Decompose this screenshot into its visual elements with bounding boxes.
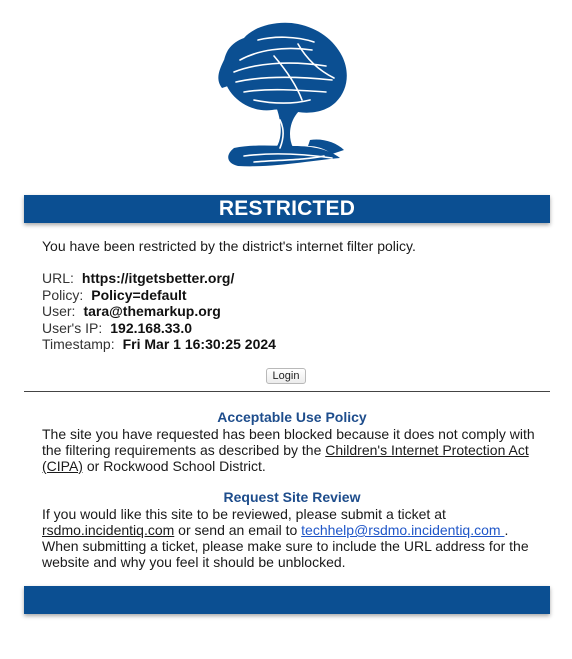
detail-label: Policy: [42, 286, 84, 303]
aup-heading: Acceptable Use Policy [217, 409, 367, 425]
review-section [42, 489, 542, 570]
detail-label: User's IP: [42, 319, 103, 336]
detail-value: https://itgetsbetter.org/ [81, 270, 235, 286]
block-details [42, 270, 276, 353]
review-text-before: If you would like this site to be reviewed, please submit a ticket at [42, 506, 446, 522]
tree-logo-icon [214, 20, 352, 172]
detail-user [42, 303, 276, 320]
section-divider [24, 391, 550, 392]
banner-title: RESTRICTED [218, 197, 356, 220]
detail-url [42, 270, 276, 287]
detail-policy [42, 287, 276, 304]
detail-timestamp [42, 336, 276, 353]
aup-section [42, 409, 542, 474]
aup-text [42, 426, 542, 474]
detail-label: URL: [42, 270, 74, 286]
aup-text-before: The site you have requested has been blocked because it does not comply with the filtering requirements as described by the [42, 426, 535, 458]
detail-value: Fri Mar 1 16:30:25 2024 [122, 336, 276, 352]
detail-value: tara@themarkup.org [83, 303, 221, 319]
footer-banner [24, 586, 550, 614]
cipa-link[interactable]: Children's Internet Protection Act (CIPA) [42, 442, 529, 474]
detail-label: User: [42, 303, 76, 319]
detail-ip [42, 320, 276, 337]
review-text-after: . When submitting a ticket, please make sure to include the URL address for the website and why you feel it should be unblocked. [42, 522, 529, 570]
review-text-middle: or send an email to [174, 522, 302, 538]
review-heading: Request Site Review [223, 489, 361, 505]
detail-label: Timestamp: [42, 336, 115, 352]
review-text [42, 506, 542, 570]
aup-text-after: or Rockwood School District. [82, 458, 266, 474]
restricted-banner [24, 195, 550, 223]
ticket-link[interactable]: rsdmo.incidentiq.com [42, 522, 175, 538]
intro-text: You have been restricted by the district's internet filter policy. [42, 238, 416, 254]
detail-value: 192.168.33.0 [110, 319, 192, 336]
detail-value: Policy=default [91, 286, 187, 303]
login-button[interactable]: Login [266, 368, 306, 384]
email-link[interactable]: techhelp@rsdmo.incidentiq.com [301, 522, 505, 538]
